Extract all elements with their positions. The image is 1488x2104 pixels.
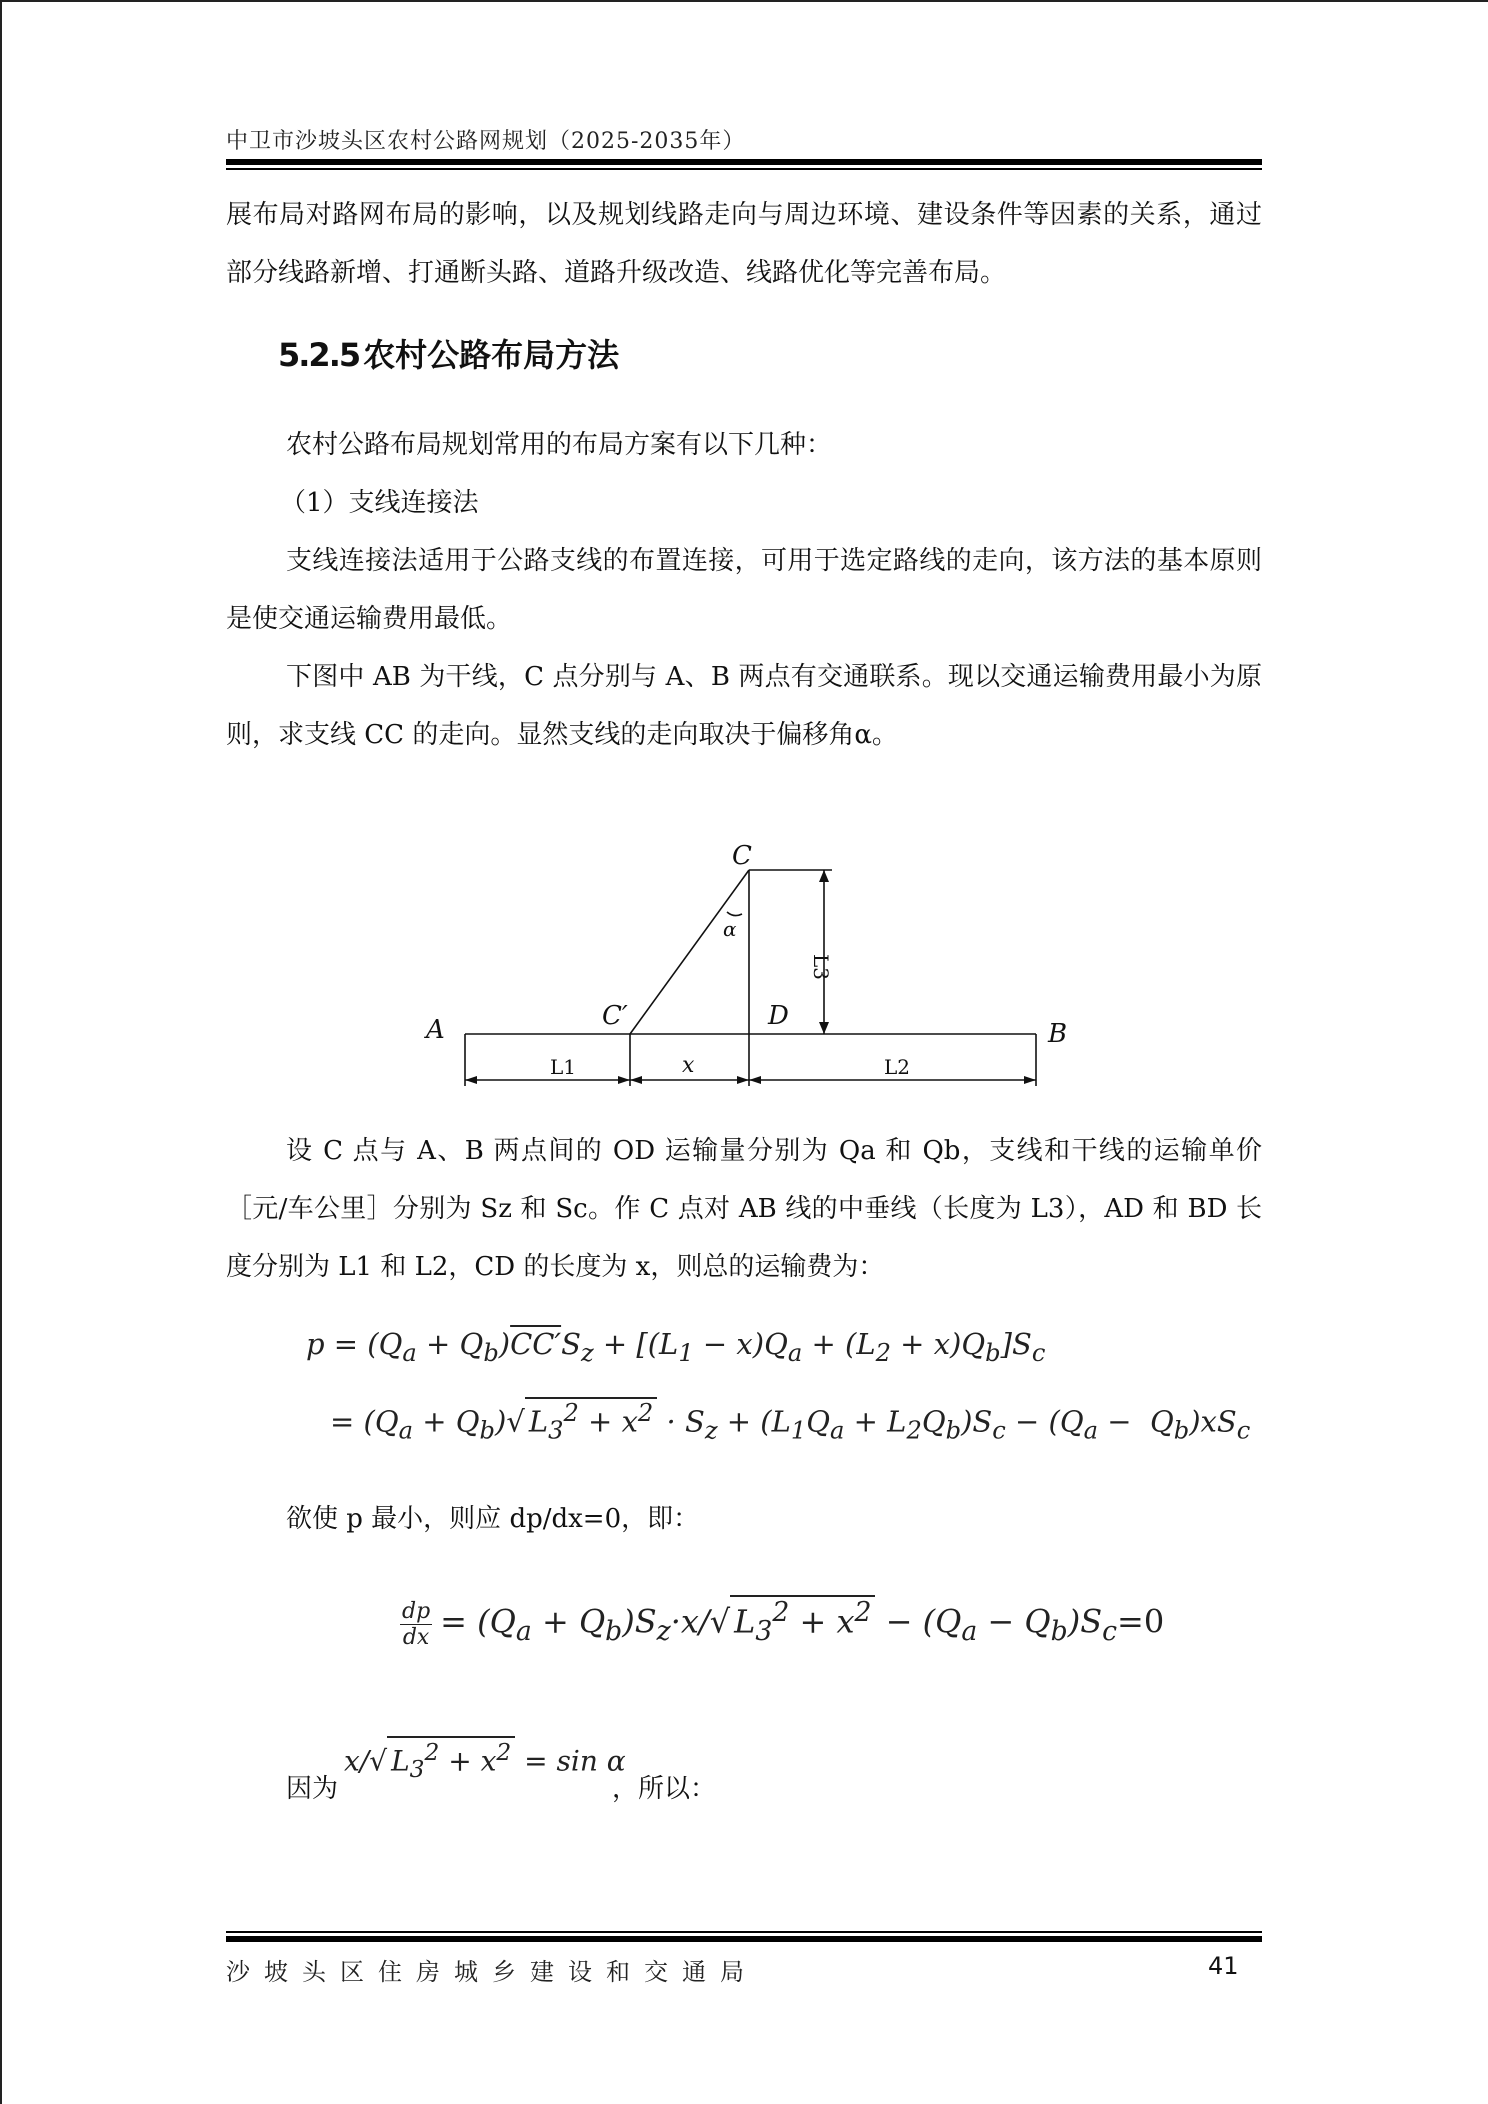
paragraph-figure-desc: 下图中 AB 为干线，C 点分别与 A、B 两点有交通联系。现以交通运输费用最小为原则，求支线 CC 的走向。显然支线的走向取决于偏移角α。 bbox=[226, 662, 1262, 750]
footer-rule bbox=[226, 1936, 1262, 1942]
label-x: x bbox=[682, 1053, 695, 1078]
page-left-border bbox=[0, 0, 2, 2104]
label-l3: L3 bbox=[809, 954, 833, 981]
page-number: 41 bbox=[1208, 1952, 1239, 1980]
paragraph-therefore: ，所以： bbox=[612, 1774, 717, 1804]
label-l2: L2 bbox=[884, 1055, 911, 1079]
label-alpha: α bbox=[723, 917, 737, 941]
branch-connection-diagram bbox=[400, 838, 1120, 1106]
running-header: 中卫市沙坡头区农村公路网规划（2025-2035年） bbox=[226, 129, 746, 154]
section-title: 农村公路布局方法 bbox=[363, 336, 620, 374]
label-l1: L1 bbox=[550, 1055, 577, 1079]
footer-organization: 沙坡头区住房城乡建设和交通局 bbox=[226, 1958, 758, 1986]
label-d: D bbox=[768, 1001, 789, 1031]
paragraph-minimize: 欲使 p 最小，则应 dp/dx=0，即： bbox=[286, 1504, 700, 1534]
paragraph-method-1: （1）支线连接法 bbox=[280, 488, 479, 518]
paragraph-layout-continuation: 展布局对路网布局的影响，以及规划线路走向与周边环境、建设条件等因素的关系，通过部分线路新增、打通断头路、道路升级改造、线路优化等完善布局。 bbox=[226, 200, 1262, 288]
formula-total-cost-line2: = $(Q_a + Q_b)√$ $L_3^2 + x^2 \cdot S_z + (L_1Q_a + L_2Q_b)S_c - (Q_a - Q_b)xS_c$ bbox=[330, 1399, 1251, 1445]
section-number: 5.2.5 bbox=[278, 336, 360, 374]
branch-line-cc bbox=[630, 870, 749, 1034]
formula-derivative: $\frac{dp}{dx}$ = $(Q_a + Q_b)S_z\cdot x/√$ $L_3^2 + x^2 - (Q_a - Q_b)S_c=0$ bbox=[402, 1597, 1165, 1650]
formula-sin-alpha: x/√ $L_3^2 + x^2 = \sin \alpha$ bbox=[344, 1738, 626, 1783]
paragraph-intro: 农村公路布局规划常用的布局方案有以下几种： bbox=[286, 430, 833, 460]
alpha-arc bbox=[727, 912, 742, 916]
formula-total-cost-line1: $p = (Q_a + Q_b)CC'S_z + [(L_1 - x)Q_a + (L_2 + x)Q_b]S_c$ bbox=[306, 1327, 1046, 1367]
paragraph-because: 因为 bbox=[286, 1774, 339, 1804]
header-rule-thin bbox=[226, 168, 1262, 170]
footer-rule-thin bbox=[226, 1931, 1262, 1933]
label-c-prime: C′ bbox=[602, 1001, 628, 1031]
section-heading bbox=[278, 330, 619, 376]
paragraph-method-desc: 支线连接法适用于公路支线的布置连接，可用于选定路线的走向，该方法的基本原则是使交通运输费用最低。 bbox=[226, 546, 1262, 634]
header-rule bbox=[226, 159, 1262, 165]
label-b: B bbox=[1048, 1019, 1068, 1049]
page-top-border bbox=[0, 0, 1488, 2]
label-a: A bbox=[426, 1015, 445, 1045]
label-c: C bbox=[732, 841, 752, 871]
paragraph-setup: 设 C 点与 A、B 两点间的 OD 运输量分别为 Qa 和 Qb，支线和干线的运输单价［元/车公里］分别为 Sz 和 Sc。作 C 点对 AB 线的中垂线（长度为 L3），AD 和 BD 长度分别为 L1 和 L2，CD 的长度为 x，则总的运输费为： bbox=[226, 1136, 1262, 1282]
